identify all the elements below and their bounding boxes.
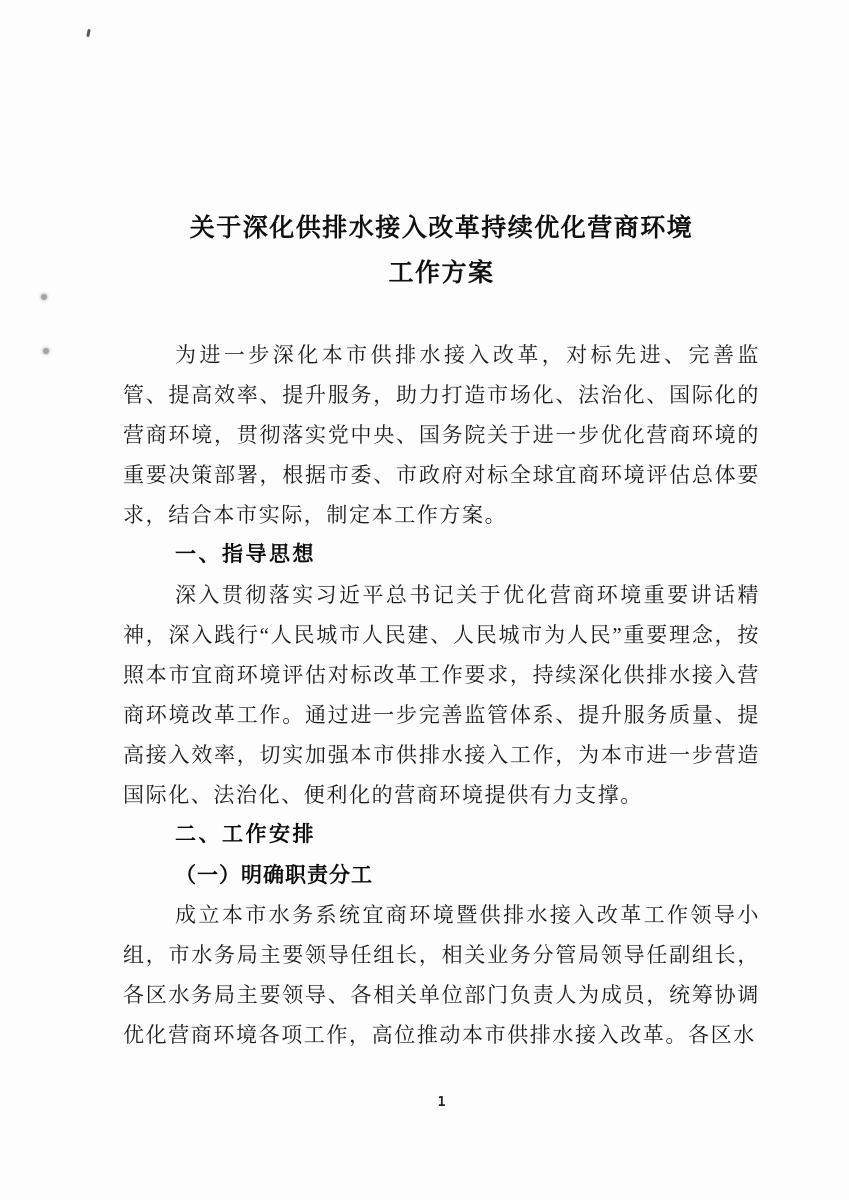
- section-heading-1: 一、指导思想: [175, 543, 316, 566]
- subsection-heading-1: （一）明确职责分工: [175, 863, 373, 887]
- paragraph: 成立本市水务系统宜商环境暨供排水接入改革工作领导小组，市水务局主要领导任组长，相关业务分管局领导任副组长，各区水务局主要领导、各相关单位部门负责人为成员，统筹协调优化营商环境各项工作，高位推动本市供排水接入改革。各区水: [123, 903, 760, 1047]
- scan-artifact-speck: [86, 29, 91, 37]
- scan-artifact-speck: [43, 348, 49, 354]
- document-body: [123, 335, 760, 1055]
- document-title-line1: 关于深化供排水接入改革持续优化营商环境: [189, 215, 694, 242]
- document-title: [123, 206, 760, 296]
- page-number: 1: [437, 1095, 446, 1110]
- paragraph: 深入贯彻落实习近平总书记关于优化营商环境重要讲话精神，深入践行“人民城市人民建、人民城市为人民”重要理念，按照本市宜商环境评估对标改革工作要求，持续深化供排水接入营商环境改革工作。通过进一步完善监管体系、提升服务质量、提高接入效率，切实加强本市供排水接入工作，为本市进一步营造国际化、法治化、便利化的营商环境提供有力支撑。: [123, 583, 760, 807]
- document-title-line2: 工作方案: [388, 260, 495, 287]
- section-heading-2: 二、工作安排: [175, 823, 316, 846]
- paragraph: 为进一步深化本市供排水接入改革，对标先进、完善监管、提高效率、提升服务，助力打造市场化、法治化、国际化的营商环境，贯彻落实党中央、国务院关于进一步优化营商环境的重要决策部署，根据市委、市政府对标全球宜商环境评估总体要求，结合本市实际，制定本工作方案。: [123, 343, 760, 527]
- scan-artifact-speck: [41, 294, 47, 300]
